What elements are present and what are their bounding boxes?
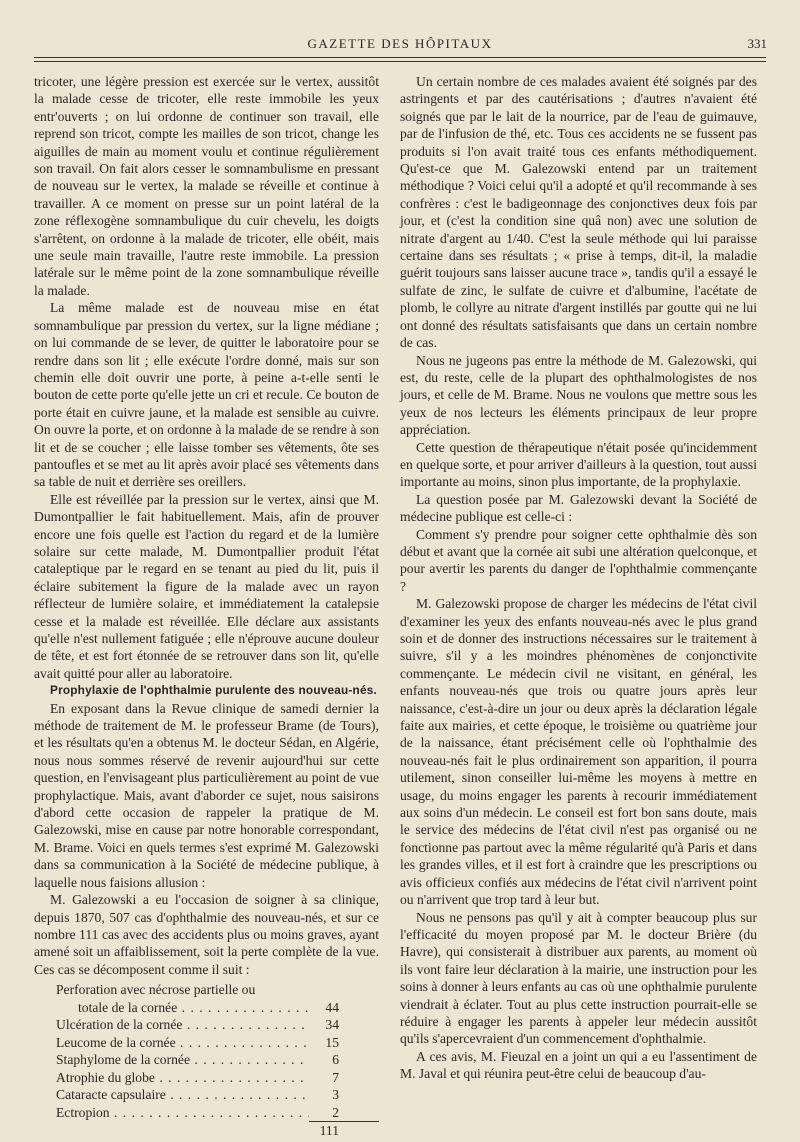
- stats-label: Leucome de la cornée . . .: [34, 1034, 309, 1051]
- paragraph: Cette question de thérapeutique n'était posée qu'incidemment en quelque sorte, et pour arriver d'ailleurs à la question, tout aussi importante au moins, sinon plus importante, de la prophylaxie.: [400, 439, 757, 490]
- stats-value: 6: [332, 1052, 339, 1068]
- stats-label: Staphylome de la cornée . . .: [34, 1051, 309, 1068]
- page-number: 331: [747, 36, 767, 51]
- stats-row: [34, 981, 379, 999]
- stats-row: [34, 1069, 379, 1087]
- paragraph: Nous ne jugeons pas entre la méthode de M. Galezowski, qui est, du reste, celle de la plupart des ophthalmologistes de nos jours, et celle de M. Brame. Nous ne voulons que mettre sous les yeux de nos lecteurs les éléments principaux de leur propre appréciation.: [400, 352, 757, 438]
- header-rule-second: [34, 61, 766, 62]
- stats-total-value: 111: [309, 1121, 379, 1139]
- stats-total-row: [34, 1121, 379, 1139]
- stats-label: Perforation avec nécrose partielle ou: [56, 982, 256, 998]
- left-column: [34, 73, 379, 1139]
- paragraph: La question posée par M. Galezowski devant la Société de médecine publique est celle-ci :: [400, 491, 757, 525]
- paragraph: En exposant dans la Revue clinique de samedi dernier la méthode de traitement de M. le professeur Brame (de Tours), et les résultats qu'en a obtenus M. le docteur Sédan, en Algérie, nous nous sommes réservé de revenir aujourd'hui sur cette question, en l'envisageant plus particulièrement au point de vue prophylactique. Mais, avant d'aborder ce sujet, nous saisirons d'abord cette occasion de rappeler la pratique de M. Galezowski, mise en cause par notre honorable correspondant, M. Brame. Voici en quels termes s'est exprimé M. Galezowski dans sa communication à la Société de médecine publique, à laquelle nous faisions allusion :: [34, 700, 379, 890]
- paragraph: Un certain nombre de ces malades avaient été soignés par des astringents et par des cautérisations ; d'autres n'avaient été soignés que par le lait de la nourrice, par de l'eau de guimauve, par de l'infusion de thé, etc. Tous ces accidents ne se fussent pas produits si l'on avait traité tous ces enfants méthodiquement. Qu'est-ce que M. Galezowski entend par un traitement méthodique ? Voici celui qu'il a adopté et qu'il recommande à ses confrères : c'est le badigeonnage des conjonctives deux fois par jour, et (c'est la condition sine quâ non) avec une solution de nitrate d'argent au 1/40. C'est la seule méthode qui lui paraisse certaine dans ses résultats ; « prise à temps, dit-il, la maladie guérit toujours sans laisser aucune trace », tandis qu'il a essayé le sulfate de zinc, le sulfate de cuivre et d'albumine, l'acétate de plomb, le collyre au nitrate d'argent instillés par goutte qui ne lui ont donné des résultats satisfaisants que dans un certain nombre de cas.: [400, 74, 757, 351]
- statistics-table: [34, 981, 379, 1139]
- running-title: GAZETTE DES HÔPITAUX: [307, 36, 493, 51]
- stats-row: [34, 1034, 379, 1052]
- stats-label: Atrophie du globe . . .: [34, 1069, 309, 1086]
- stats-value: 3: [332, 1087, 339, 1103]
- stats-row: [34, 1016, 379, 1034]
- paragraph: Elle est réveillée par la pression sur le vertex, ainsi que M. Dumontpallier le fait habituellement. Mais, afin de prouver encore une fois quelle est l'action du regard et de la lumière solaire sur cette malade, M. Dumontpallier produit l'état cataleptique par le regard en se tenant au pied du lit, puis il éclaire subitement la figure de la malade avec un rayon réflecteur de lumière solaire, et immédiatement la catalepsie cesse et la malade est réveillée. Elle déclare aux assistants qu'elle n'est nullement fatiguée ; elle n'éprouve aucune douleur de tête, et est fort étonnée de se retrouver dans son lit, qu'elle avait quitté pour aller au laboratoire.: [34, 491, 379, 681]
- paragraph: M. Galezowski propose de charger les médecins de l'état civil d'examiner les yeux des enfants nouveau-nés avec le plus grand soin et de donner des instructions nécessaires sur le traitement à suivre, s'il y a les moindres phénomènes de conjonctivite commençante. Le médecin civil ne visitant, en général, les enfants nouveau-nés que trois ou quatre jours après leur naissance, c'est-à-dire un jour ou deux après la déclaration légale faite aux mairies, et cette époque, le troisième ou quatrième jour de la naissance, étant précisément celle où l'ophthalmie des nouveau-nés fait le plus ordinairement son apparition, il pourra utilement, sinon conseiller lui-même les moyens à mettre en usage, du moins engager les parents à recourir immédiatement aux soins d'un médecin. Le conseil est fort bon sans doute, mais le service des médecins de l'état civil n'est pas organisé ou ne fonctionne pas partout avec la même régularité qu'à Paris et dans les grandes villes, et il est fort à craindre que les prescriptions ou avis officieux confiés aux médecins de l'état civil n'arrivent point ou n'arrivent que trop tard à leur but.: [400, 596, 757, 908]
- stats-label: Ulcération de la cornée . . .: [34, 1016, 309, 1033]
- stats-value: 2: [332, 1104, 339, 1120]
- right-column: [400, 73, 757, 1083]
- stats-row: [34, 1051, 379, 1069]
- stats-value: 34: [325, 1017, 339, 1033]
- stats-label: Cataracte capsulaire . . .: [34, 1086, 309, 1103]
- paragraph: tricoter, une légère pression est exercée sur le vertex, aussitôt la malade cesse de tricoter, elle reste immobile les yeux entr'ouverts ; on lui ordonne de continuer son travail, elle reprend son tricot, compte les mailles de son tricot, change les aiguilles de main au moment voulu et continue régulièrement son travail. On fait alors cesser le somnambulisme en pressant de nouveau sur le vertex, la malade se réveille et continue à travailler. A ce moment on presse sur un point latéral de la zone réflexogène somnambulique du cuir chevelu, les doigts s'arrêtent, on ordonne à la malade de tricoter, elle obéit, mais une seule main travaille, l'autre reste immobile. La pression latérale sur le même point de la zone somnambulique réveille la malade.: [34, 74, 379, 298]
- paragraph: Nous ne pensons pas qu'il y ait à compter beaucoup plus sur l'efficacité du moyen proposé par M. le docteur Brière (du Havre), qui consisterait à distribuer aux parents, au moment où ils vont faire leur déclaration à la mairie, une instruction pour les soins à donner à leurs enfants au cas où une ophthalmie purulente viendrait à éclater. Tout au plus cette instruction pourrait-elle se réduire à engager les parents à appeler leur médecin aussitôt qu'ils s'apercevraient d'un commencement d'ophthalmie.: [400, 909, 757, 1047]
- paragraph: La même malade est de nouveau mise en état somnambulique par pression du vertex, sur la ligne médiane ; on lui commande de se lever, de quitter le laboratoire pour se rendre dans son lit ; elle exécute l'ordre donné, mais sur son chemin elle doit ouvrir une porte, à peine a-t-elle senti le bouton de cette porte qu'elle jette un cri et recule. Ce bouton de porte était en cuivre jaune, et la malade est sensible au cuivre. On ouvre la porte, et on ordonne à la malade de se rendre à son lit et de se coucher ; elle laisse tomber ses vêtements, ôte ses pantoufles et se met au lit après avoir placé ses vêtements dans sa table de nuit et derrière ses oreillers.: [34, 300, 379, 490]
- stats-row: [34, 1086, 379, 1104]
- header-rule: [34, 57, 766, 58]
- stats-value: 7: [332, 1069, 339, 1085]
- stats-row: [34, 999, 379, 1017]
- paragraph: A ces avis, M. Fieuzal en a joint un qui a eu l'assentiment de M. Javal et qui réunira peut-être celui de beaucoup d'au-: [400, 1048, 757, 1082]
- page-header: [0, 34, 800, 56]
- stats-row: [34, 1104, 379, 1122]
- stats-label: Ectropion . . .: [34, 1104, 309, 1121]
- paragraph: M. Galezowski a eu l'occasion de soigner à sa clinique, depuis 1870, 507 cas d'ophthalmie des nouveau-nés, et sur ce nombre 111 cas avec des accidents plus ou moins graves, ayant amené soit un affaiblissement, soit la perte complète de la vue. Ces cas se décomposent comme il suit :: [34, 892, 379, 977]
- stats-label: totale de la cornée . . .: [34, 999, 309, 1016]
- paragraph: Comment s'y prendre pour soigner cette ophthalmie dès son début et avant que la cornée ait subi une altération quelconque, et pour avertir les parents du danger de l'ophthalmie commençante ?: [400, 526, 757, 594]
- section-heading: Prophylaxie de l'ophthalmie purulente des nouveau-nés.: [50, 683, 377, 698]
- stats-value: 15: [325, 1034, 339, 1050]
- stats-value: 44: [325, 999, 339, 1015]
